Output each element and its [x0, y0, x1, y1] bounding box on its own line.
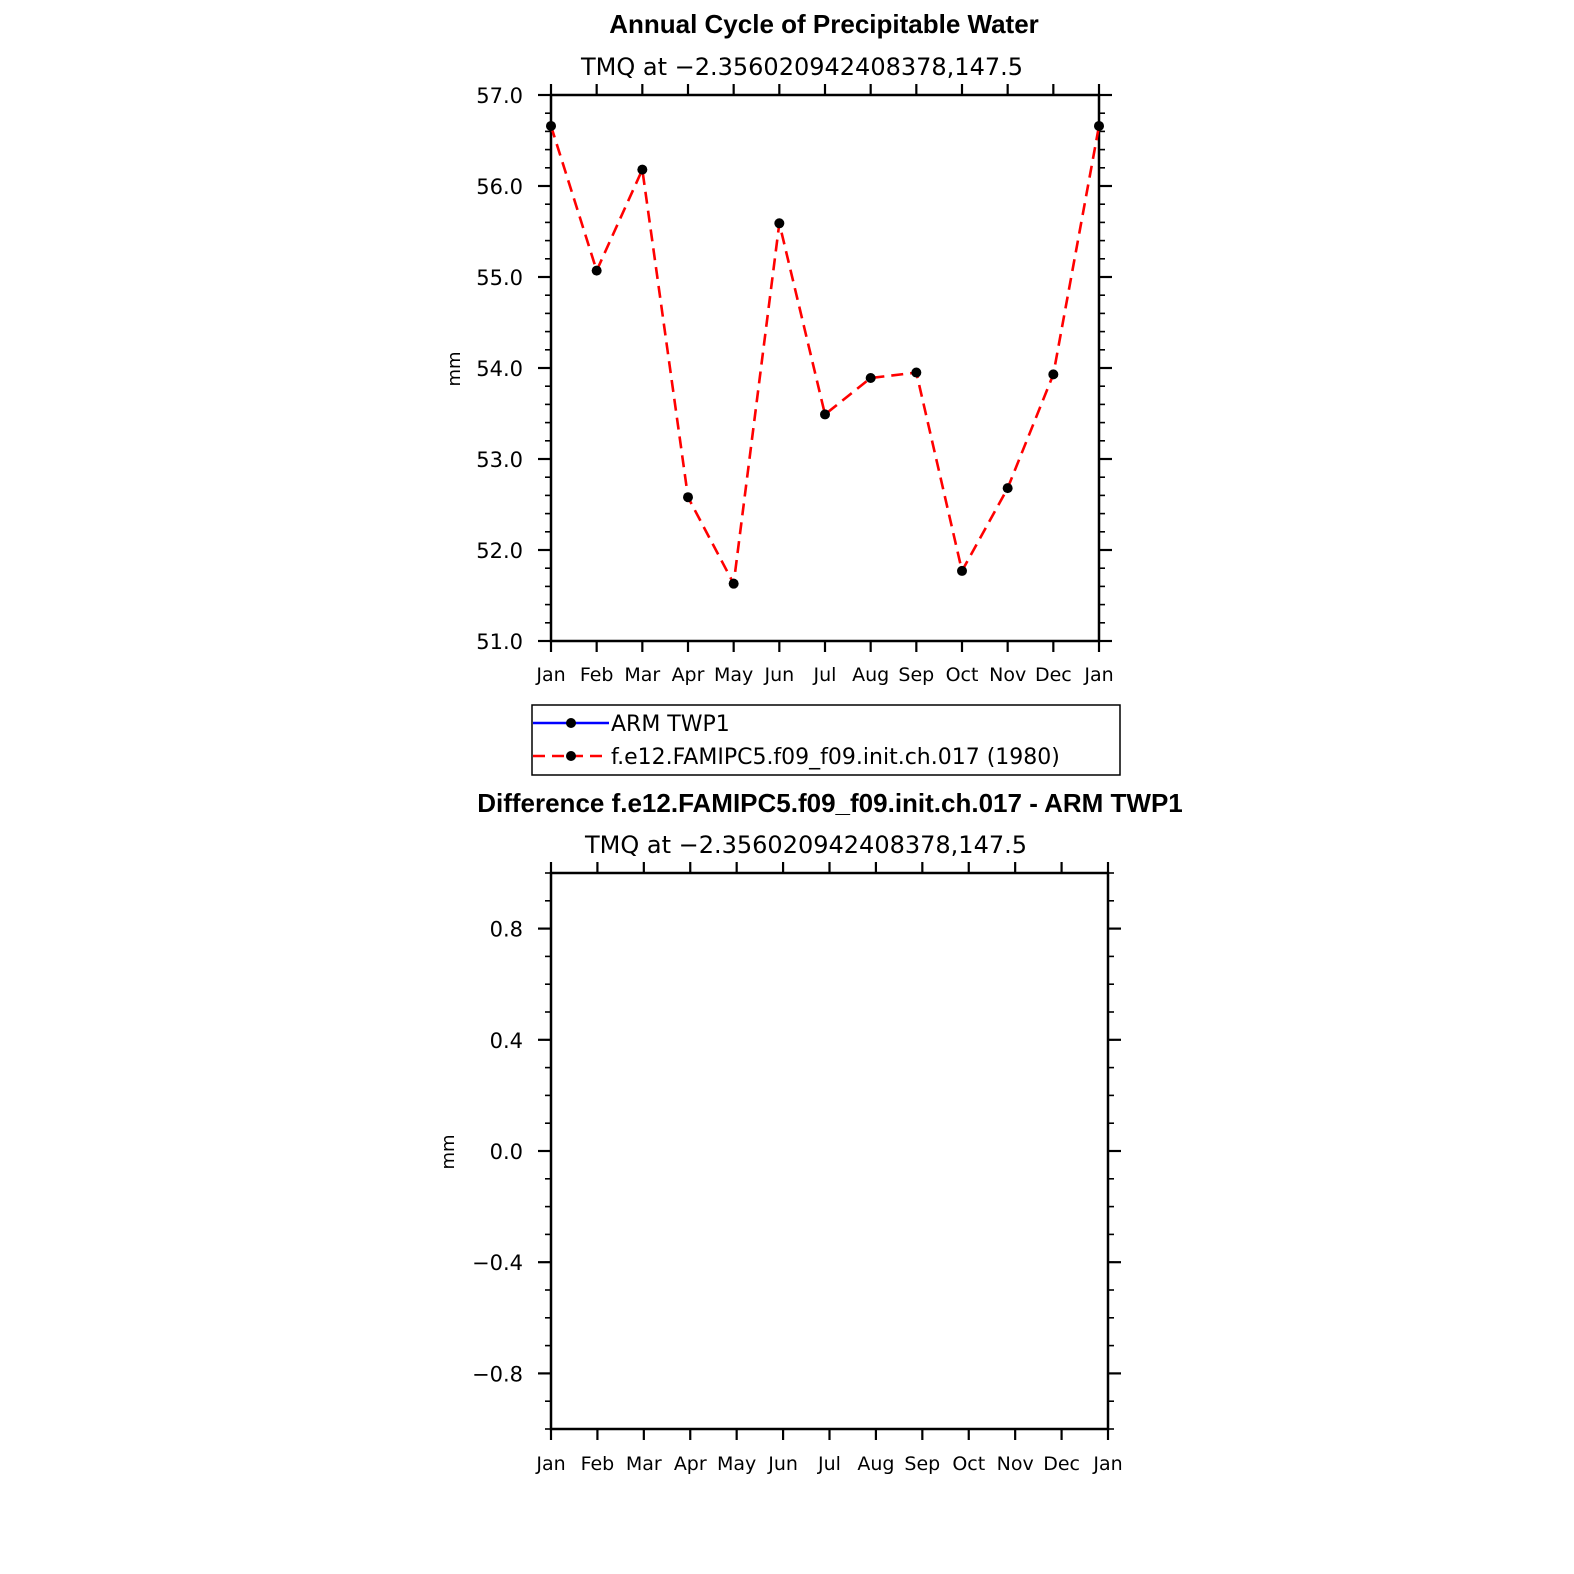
legend-marker-arm [566, 718, 576, 728]
bottom-chart-xtick-label: Jan [536, 1453, 566, 1475]
top-chart-ytick-label: 52.0 [476, 539, 523, 563]
data-point-feb-1 [592, 266, 602, 276]
bottom-chart-ytick-label: −0.8 [472, 1362, 523, 1387]
bottom-chart-xtick-label: Feb [580, 1453, 615, 1475]
top-chart-xtick-label: Jan [536, 664, 566, 686]
data-point-oct-9 [957, 566, 967, 576]
bottom-chart-title: Difference f.e12.FAMIPC5.f09_f09.init.ch.017 - ARM TWP1 [477, 788, 1183, 818]
bottom-chart-ylabel: mm [438, 1134, 459, 1170]
top-chart-xtick-label: May [714, 664, 754, 686]
data-point-jan-12 [1094, 121, 1104, 131]
top-chart-ytick-label: 54.0 [476, 357, 523, 381]
legend-marker-model [566, 751, 576, 761]
bottom-chart-xtick-label: Aug [857, 1453, 895, 1475]
top-chart-plot [546, 121, 1104, 589]
data-point-jun-5 [774, 218, 784, 228]
series-line-model [551, 126, 1099, 584]
top-chart-xtick-label: Feb [579, 664, 614, 686]
bottom-chart-xtick-label: Jan [1093, 1453, 1123, 1475]
data-point-aug-7 [866, 373, 876, 383]
top-chart-xtick-label: Sep [898, 664, 935, 686]
top-chart-xtick-label: Oct [945, 664, 979, 686]
bottom-chart-axes [472, 862, 1123, 1475]
bottom-chart-xtick-label: Mar [625, 1453, 662, 1475]
bottom-chart-xtick-label: Jun [768, 1453, 798, 1475]
top-chart-ytick-label: 57.0 [476, 84, 523, 108]
top-chart-xtick-label: Jul [813, 664, 837, 686]
data-point-jan-0 [546, 121, 556, 131]
top-chart-xtick-label: Dec [1034, 664, 1072, 686]
top-chart-axes [476, 84, 1113, 686]
bottom-chart-xtick-label: Jul [818, 1453, 841, 1475]
legend-label-arm: ARM TWP1 [611, 712, 730, 737]
legend [532, 705, 1120, 775]
top-chart-frame [551, 95, 1099, 641]
top-chart-subtitle: TMQ at −2.356020942408378,147.5 [580, 53, 1024, 81]
top-chart-ylabel: mm [444, 351, 465, 387]
bottom-chart-xtick-label: Nov [996, 1453, 1034, 1475]
bottom-chart-subtitle: TMQ at −2.356020942408378,147.5 [584, 831, 1028, 859]
bottom-chart-xtick-label: Dec [1043, 1453, 1080, 1475]
bottom-chart-frame [551, 873, 1108, 1429]
top-chart-ytick-label: 53.0 [476, 448, 523, 472]
top-chart-xtick-label: Nov [989, 664, 1027, 686]
data-point-may-4 [729, 579, 739, 589]
data-point-jul-6 [820, 409, 830, 419]
top-chart-ytick-label: 55.0 [476, 266, 523, 290]
bottom-chart-xtick-label: Apr [673, 1453, 707, 1475]
top-chart-title: Annual Cycle of Precipitable Water [609, 9, 1039, 39]
top-chart-ytick-label: 56.0 [476, 175, 523, 199]
bottom-chart-xtick-label: May [717, 1453, 757, 1475]
data-point-nov-10 [1003, 483, 1013, 493]
top-chart-xtick-label: Jun [764, 664, 795, 686]
bottom-chart-xtick-label: Sep [904, 1453, 941, 1475]
bottom-chart-ytick-label: 0.4 [489, 1028, 523, 1053]
top-chart-xtick-label: Jan [1084, 664, 1114, 686]
data-point-sep-8 [911, 368, 921, 378]
bottom-chart-ytick-label: 0.8 [489, 917, 523, 942]
data-point-mar-2 [637, 165, 647, 175]
data-point-apr-3 [683, 492, 693, 502]
legend-label-model: f.e12.FAMIPC5.f09_f09.init.ch.017 (1980) [611, 745, 1060, 770]
top-chart-ytick-label: 51.0 [476, 630, 523, 654]
data-point-dec-11 [1048, 369, 1058, 379]
top-chart-xtick-label: Aug [852, 664, 890, 686]
bottom-chart-ytick-label: −0.4 [472, 1251, 523, 1276]
bottom-chart-ytick-label: 0.0 [489, 1140, 523, 1164]
top-chart-xtick-label: Apr [671, 664, 705, 686]
bottom-chart-xtick-label: Oct [952, 1453, 986, 1475]
top-chart-xtick-label: Mar [624, 664, 661, 686]
